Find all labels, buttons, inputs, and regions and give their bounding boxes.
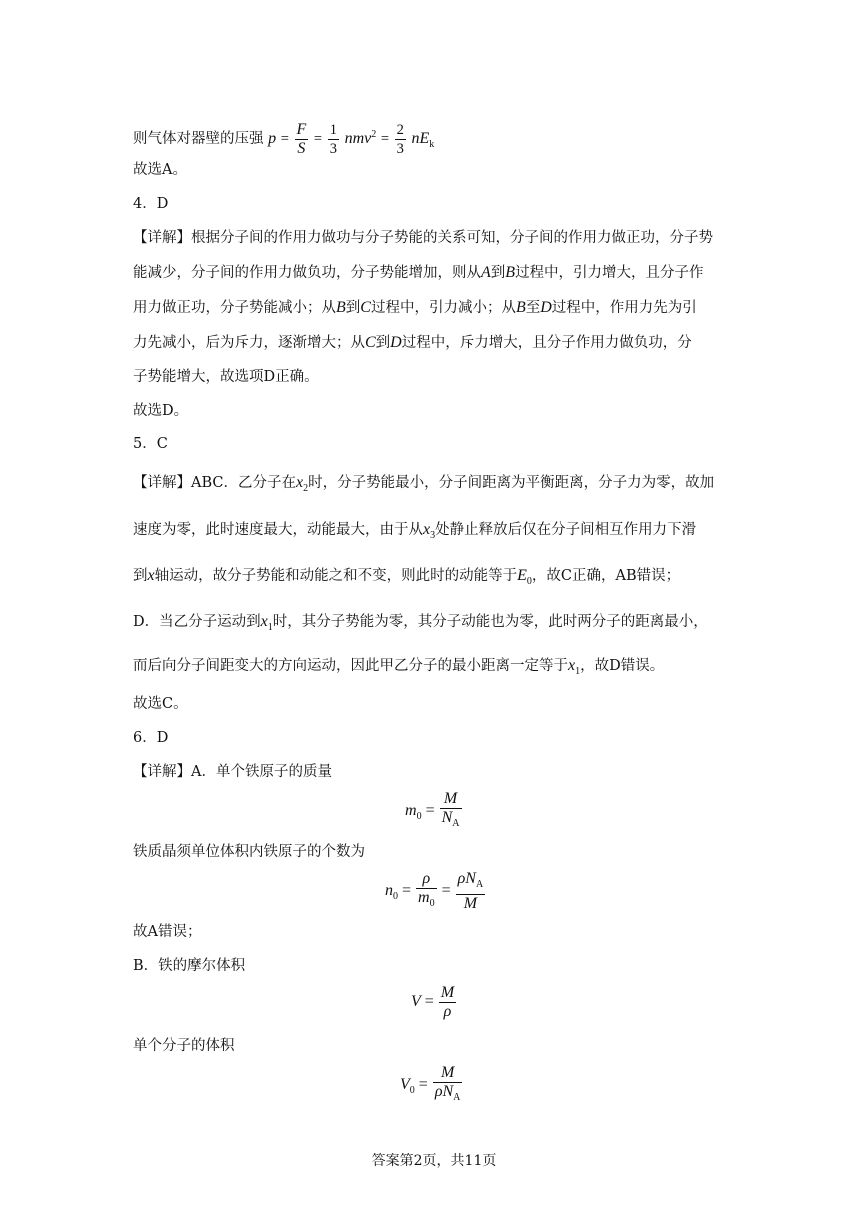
- q4-line-5: 子势能增大，故选项D正确。: [133, 369, 319, 385]
- q5-line-2: 速度为零，此时速度最大，动能最大，由于从$x_3$处静止释放后仅在分子间相互作用力下滑: [133, 521, 697, 541]
- q4-line-2: 能减少，分子间的作用力做负功，分子势能增加，则从A到B过程中，引力增大，且分子作: [133, 264, 704, 281]
- fraction-F-over-S: $\frac{F}{S}$: [296, 120, 307, 157]
- q6-text-molar-volume: B．铁的摩尔体积: [133, 958, 246, 974]
- q6-text-count: 铁质晶须单位体积内铁原子的个数为: [133, 844, 365, 860]
- q6-intro: 【详解】A．单个铁原子的质量: [133, 764, 332, 780]
- pressure-formula-line: 则气体对器壁的压强 p = $\frac{F}{S}$ = $\frac{1}{3}$ nmv$^2$ = $\frac{2}{3}$ $nE_k$: [133, 120, 435, 157]
- equation-V0: $V_0$ = $\frac{M}{\rho N_A}$: [400, 1064, 461, 1103]
- q6-answer-label: 6．D: [133, 730, 169, 746]
- page-footer: 答案第2页，共11页: [371, 1153, 497, 1169]
- equation-m0: $m_0$ = $\frac{M}{N_A}$: [405, 790, 460, 829]
- q4-line-4: 力先减小，后为斥力，逐渐增大；从C到D过程中，斥力增大，且分子作用力做负功，分: [133, 334, 692, 351]
- q3-conclusion: 故选A。: [133, 162, 187, 178]
- q5-line-5: 而后向分子间距变大的方向运动，因此甲乙分子的最小距离一定等于$x_1$，故D错误。: [133, 657, 665, 677]
- equation-V: V = $\frac{M}{\rho}$: [411, 984, 455, 1020]
- q6-text-a-wrong: 故A错误；: [133, 924, 202, 940]
- q5-line-3: 到x轴运动，故分子势能和动能之和不变，则此时的动能等于$E_0$，故C正确，AB错误；: [133, 567, 681, 587]
- fraction-one-third: $\frac{1}{3}$: [329, 121, 337, 157]
- pressure-prefix: 则气体对器壁的压强: [133, 131, 264, 147]
- fraction-two-thirds: $\frac{2}{3}$: [396, 121, 404, 157]
- q5-line-1: 【详解】ABC．乙分子在$x_2$时，分子势能最小，分子间距离为平衡距离，分子力为零，故加: [133, 474, 715, 494]
- q4-answer-label: 4．D: [133, 196, 169, 212]
- q5-answer-label: 5．C: [133, 436, 168, 452]
- q6-text-single-volume: 单个分子的体积: [133, 1038, 235, 1054]
- q4-line-3: 用力做正功，分子势能减小；从B到C过程中，引力减小；从B至D过程中，作用力先为引: [133, 299, 697, 316]
- q5-conclusion: 故选C。: [133, 696, 188, 712]
- q4-conclusion: 故选D。: [133, 403, 189, 419]
- q4-line-1: 【详解】根据分子间的作用力做功与分子势能的关系可知，分子间的作用力做正功，分子势: [133, 230, 713, 246]
- q5-line-4: D．当乙分子运动到$x_1$时，其分子势能为零，其分子动能也为零，此时两分子的距离最小，: [133, 613, 708, 633]
- equation-n0: $n_0$ = $\frac{\rho}{m_0}$ = $\frac{\rho N_A}{M}$: [385, 870, 484, 912]
